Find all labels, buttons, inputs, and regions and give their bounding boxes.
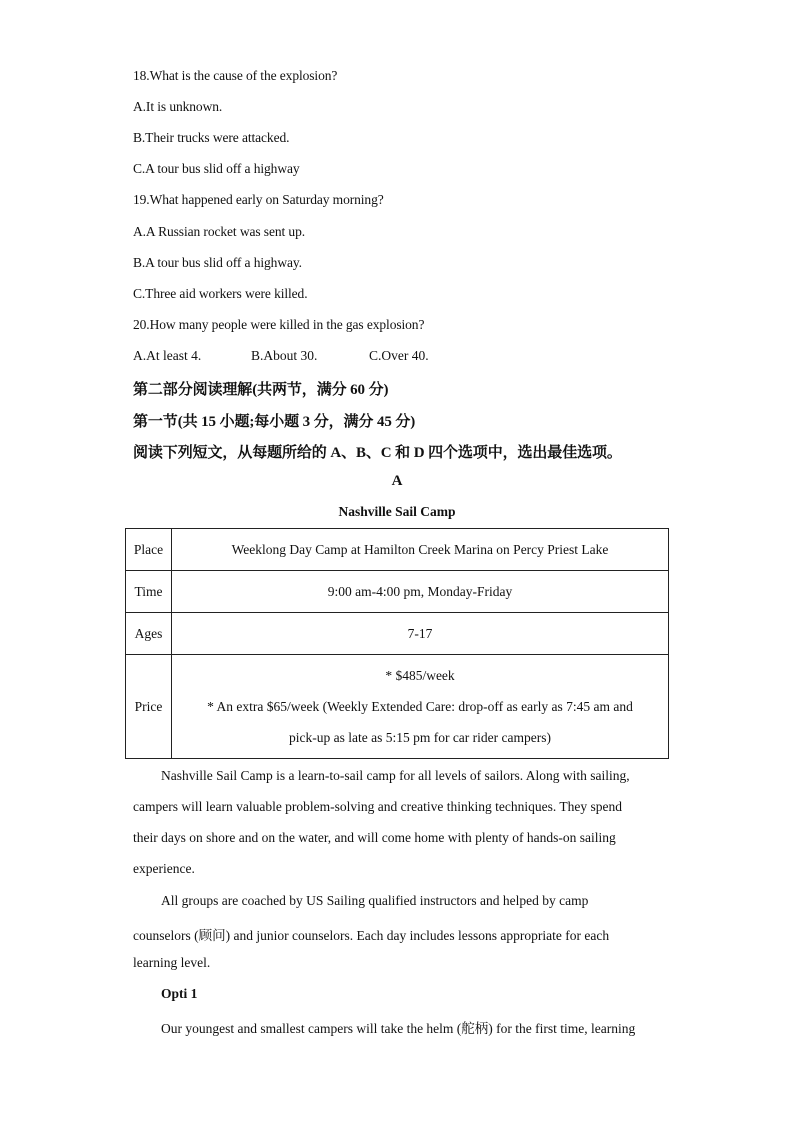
question-18-option-a: A.It is unknown. (133, 99, 223, 114)
table-label: Price (126, 655, 172, 759)
subheading-opti-1: Opti 1 (161, 986, 198, 1001)
table-value: Weeklong Day Camp at Hamilton Creek Marina on Percy Priest Lake (172, 529, 669, 571)
table-row-price (126, 655, 669, 759)
table-label: Ages (126, 613, 172, 655)
passage-title: Nashville Sail Camp (338, 504, 456, 519)
question-19-option-c: C.Three aid workers were killed. (133, 286, 308, 301)
question-18-option-b: B.Their trucks were attacked. (133, 130, 290, 145)
table-label: Place (126, 529, 172, 571)
passage-letter: A (391, 473, 403, 489)
table-row-place (126, 529, 669, 571)
paragraph-1-line: their days on shore and on the water, and will come home with plenty of hands-on sailing (133, 830, 616, 845)
section-instruction: 阅读下列短文，从每题所给的 A、B、C 和 D 四个选项中，选出最佳选项。 (133, 445, 622, 461)
section-part-title: 第二部分阅读理解(共两节，满分 60 分) (133, 382, 389, 398)
question-18: 18.What is the cause of the explosion? (133, 68, 338, 83)
table-value (172, 655, 669, 759)
question-19-option-b: B.A tour bus slid off a highway. (133, 255, 302, 270)
price-line: pick-up as late as 5:15 pm for car rider campers) (288, 730, 552, 745)
camp-info-table (125, 528, 669, 759)
question-20-option-a: A.At least 4. (133, 348, 202, 363)
question-19: 19.What happened early on Saturday morning? (133, 192, 384, 207)
section-sub-title: 第一节(共 15 小题;每小题 3 分，满分 45 分) (133, 414, 416, 430)
table-value: 9:00 am-4:00 pm, Monday-Friday (172, 571, 669, 613)
table-row-ages (126, 613, 669, 655)
question-20-option-b: B.About 30. (251, 348, 318, 363)
question-19-option-a: A.A Russian rocket was sent up. (133, 224, 306, 239)
paragraph-2-line: learning level. (133, 955, 211, 970)
price-line: * $485/week (385, 668, 455, 683)
paragraph-1-line: experience. (133, 861, 195, 876)
table-label: Time (126, 571, 172, 613)
paragraph-2-line: All groups are coached by US Sailing qualified instructors and helped by camp (161, 893, 589, 908)
question-20-option-c: C.Over 40. (369, 348, 429, 363)
paragraph-1-line: Nashville Sail Camp is a learn-to-sail camp for all levels of sailors. Along with sailing, (161, 768, 630, 783)
question-18-option-c: C.A tour bus slid off a highway (133, 161, 300, 176)
price-line: * An extra $65/week (Weekly Extended Care: drop-off as early as 7:45 am and (207, 699, 633, 714)
paragraph-2-line: counselors (顾问) and junior counselors. Each day includes lessons appropriate for each (133, 928, 610, 943)
paragraph-3-line: Our youngest and smallest campers will take the helm (舵柄) for the first time, learning (161, 1021, 636, 1036)
table-value: 7-17 (172, 613, 669, 655)
paragraph-1-line: campers will learn valuable problem-solving and creative thinking techniques. They spend (133, 799, 622, 814)
question-20: 20.How many people were killed in the gas explosion? (133, 317, 425, 332)
table-row-time (126, 571, 669, 613)
